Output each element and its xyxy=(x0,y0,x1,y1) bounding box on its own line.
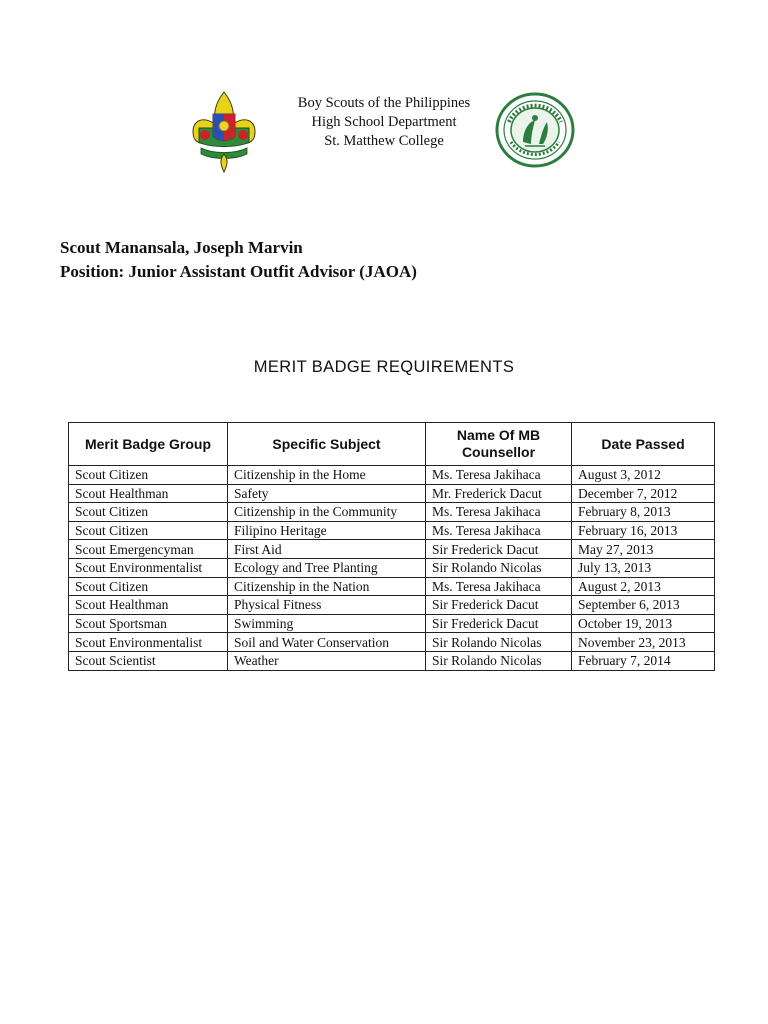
cell-date: February 8, 2013 xyxy=(572,503,715,522)
column-header-date: Date Passed xyxy=(572,423,715,466)
scout-name: Scout Manansala, Joseph Marvin xyxy=(60,238,303,257)
cell-group: Scout Healthman xyxy=(69,484,228,503)
cell-group: Scout Scientist xyxy=(69,651,228,670)
cell-group: Scout Sportsman xyxy=(69,614,228,633)
column-header-group: Merit Badge Group xyxy=(69,423,228,466)
cell-date: May 27, 2013 xyxy=(572,540,715,559)
cell-counsellor: Sir Rolando Nicolas xyxy=(426,633,572,652)
cell-group: Scout Environmentalist xyxy=(69,558,228,577)
cell-counsellor: Ms. Teresa Jakihaca xyxy=(426,577,572,596)
cell-subject: Safety xyxy=(228,484,426,503)
header-organization: Boy Scouts of the Philippines xyxy=(297,95,471,111)
cell-subject: Ecology and Tree Planting xyxy=(228,558,426,577)
table-row xyxy=(69,614,715,633)
scout-info xyxy=(60,236,417,284)
cell-subject: Filipino Heritage xyxy=(228,521,426,540)
cell-counsellor: Sir Frederick Dacut xyxy=(426,596,572,615)
cell-date: August 2, 2013 xyxy=(572,577,715,596)
cell-date: February 16, 2013 xyxy=(572,521,715,540)
header-department: High School Department xyxy=(311,114,457,130)
cell-date: November 23, 2013 xyxy=(572,633,715,652)
table-row xyxy=(69,521,715,540)
cell-counsellor: Ms. Teresa Jakihaca xyxy=(426,503,572,522)
scout-position: Position: Junior Assistant Outfit Advisor (JAOA) xyxy=(60,262,417,281)
cell-subject: First Aid xyxy=(228,540,426,559)
table-row xyxy=(69,540,715,559)
cell-date: August 3, 2012 xyxy=(572,466,715,485)
cell-date: September 6, 2013 xyxy=(572,596,715,615)
cell-counsellor: Sir Frederick Dacut xyxy=(426,614,572,633)
st-matthew-college-seal-icon xyxy=(495,92,575,168)
cell-date: October 19, 2013 xyxy=(572,614,715,633)
cell-counsellor: Ms. Teresa Jakihaca xyxy=(426,466,572,485)
cell-subject: Soil and Water Conservation xyxy=(228,633,426,652)
cell-group: Scout Citizen xyxy=(69,577,228,596)
boy-scouts-philippines-emblem-icon xyxy=(191,90,257,174)
organization-header xyxy=(270,94,498,151)
header-school: St. Matthew College xyxy=(324,133,444,149)
cell-subject: Citizenship in the Community xyxy=(228,503,426,522)
cell-counsellor: Sir Rolando Nicolas xyxy=(426,651,572,670)
cell-group: Scout Citizen xyxy=(69,521,228,540)
column-header-subject: Specific Subject xyxy=(228,423,426,466)
column-header-counsellor: Name Of MB Counsellor xyxy=(426,423,572,466)
table-row xyxy=(69,633,715,652)
table-row xyxy=(69,651,715,670)
cell-group: Scout Environmentalist xyxy=(69,633,228,652)
table-row xyxy=(69,596,715,615)
table-row xyxy=(69,484,715,503)
cell-counsellor: Sir Rolando Nicolas xyxy=(426,558,572,577)
cell-subject: Citizenship in the Nation xyxy=(228,577,426,596)
table-row xyxy=(69,577,715,596)
cell-counsellor: Sir Frederick Dacut xyxy=(426,540,572,559)
cell-subject: Swimming xyxy=(228,614,426,633)
cell-counsellor: Ms. Teresa Jakihaca xyxy=(426,521,572,540)
cell-subject: Physical Fitness xyxy=(228,596,426,615)
cell-group: Scout Citizen xyxy=(69,503,228,522)
cell-group: Scout Emergencyman xyxy=(69,540,228,559)
table-row xyxy=(69,503,715,522)
cell-subject: Weather xyxy=(228,651,426,670)
cell-counsellor: Mr. Frederick Dacut xyxy=(426,484,572,503)
cell-group: Scout Healthman xyxy=(69,596,228,615)
table-row xyxy=(69,558,715,577)
merit-badge-table xyxy=(68,422,715,671)
cell-subject: Citizenship in the Home xyxy=(228,466,426,485)
cell-date: July 13, 2013 xyxy=(572,558,715,577)
cell-date: February 7, 2014 xyxy=(572,651,715,670)
table-header-row xyxy=(69,423,715,466)
cell-date: December 7, 2012 xyxy=(572,484,715,503)
table-row xyxy=(69,466,715,485)
cell-group: Scout Citizen xyxy=(69,466,228,485)
document-title: MERIT BADGE REQUIREMENTS xyxy=(253,358,515,376)
